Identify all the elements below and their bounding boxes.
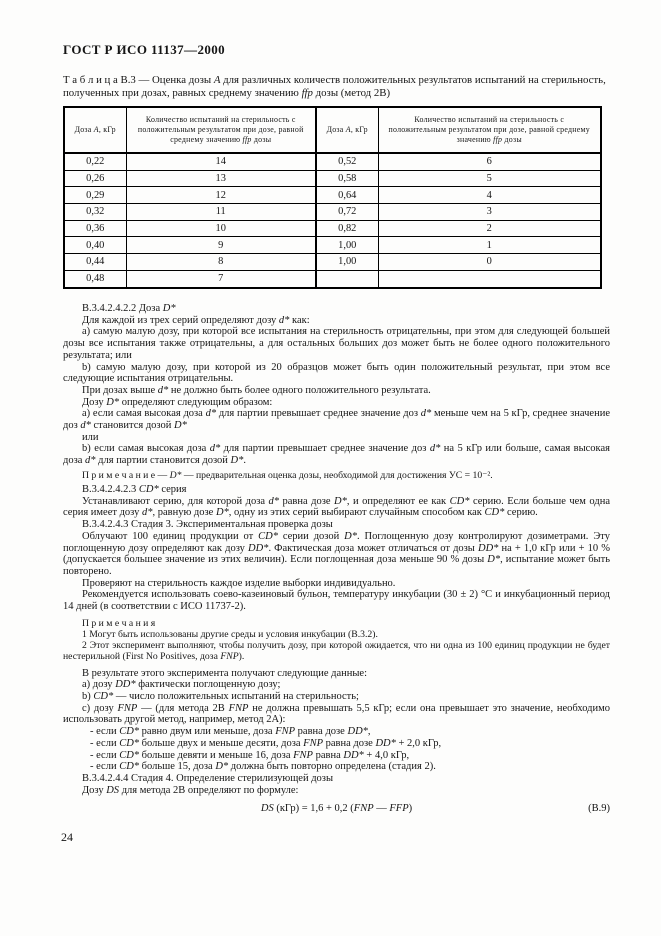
table-cell: 0,82	[316, 220, 378, 237]
paragraph: Дозу DS для метода 2В определяют по формуле:	[82, 784, 299, 796]
table-cell: 0,36	[64, 220, 126, 237]
table-cell	[316, 270, 378, 287]
table-caption: Т а б л и ц а В.3 — Оценка дозы A для различных количеств положительных результатов испытаний на стерильность, полученных при дозах, равных среднему значению ffp дозы (метод 2В)	[63, 74, 606, 100]
paragraph: Рекомендуется использовать соево-казеиновый бульон, температуру инкубации (30 ± 2) °С и инкубационный период 14 дней (в соответствии с ИСО 11737-2).	[63, 589, 610, 613]
table-cell	[378, 270, 601, 287]
paragraph: В результате этого эксперимента получают следующие данные:	[82, 667, 368, 679]
table-cell: 0,58	[316, 170, 378, 187]
table-cell: 1,00	[316, 254, 378, 271]
paragraph: В.3.4.2.4.2.2 Доза D*	[82, 303, 176, 314]
paragraph: При дозах выше d* не должно быть более одного положительного результата.	[82, 384, 431, 396]
table-row	[64, 170, 601, 187]
formula-number: (В.9)	[588, 803, 610, 815]
paragraph: В.3.4.2.4.3 Стадия 3. Экспериментальная проверка дозы	[82, 519, 333, 531]
standard-title: ГОСТ Р ИСО 11137—2000	[63, 42, 226, 57]
dose-table-head	[64, 107, 601, 153]
paragraph: - если CD* больше двух и меньше десяти, доза FNP равна дозе DD* + 2,0 кГр,	[90, 737, 442, 749]
table-cell: 4	[378, 187, 601, 204]
table-cell: 14	[126, 153, 316, 170]
paragraph: П р и м е ч а н и е — D* — предварительная оценка дозы, необходимой для достижения УС = 10⁻².	[82, 469, 493, 481]
paragraph: В.3.4.2.4.2.3 CD* серия	[82, 484, 187, 496]
table-cell: 10	[126, 220, 316, 237]
col-header-count-right: Количество испытаний на стерильность с положительным результатом при дозе, равной среднему значению ffp дозы	[378, 107, 601, 153]
table-cell: 5	[378, 170, 601, 187]
paragraph: Облучают 100 единиц продукции от CD* серии дозой D*. Поглощенную дозу контролируют дозиметрами. Эту поглощенную дозу определяют как дозу DD*. Фактическая доза может отличаться от дозы DD* на + 1,0 кГр или + 10 % (допускается большее значение из этих величин). Если поглощенная доза меньше 90 % дозы D*, испытание может быть повторено.	[63, 530, 611, 577]
paragraph: - если CD* равно двум или меньше, доза FNP равна дозе DD*,	[90, 726, 371, 738]
paragraph: Дозу D* определяют следующим образом:	[82, 396, 273, 408]
table-cell: 0,52	[316, 153, 378, 170]
paragraph: b) CD* — число положительных испытаний на стерильность;	[82, 691, 359, 702]
table-cell: 0,22	[64, 153, 126, 170]
table-row	[64, 220, 601, 237]
document-body	[63, 303, 610, 815]
col-header-dose-a-left: Доза A, кГр	[64, 107, 126, 153]
formula: DS (кГр) = 1,6 + 0,2 (FNP — FFP) (В.9)	[260, 803, 610, 815]
paragraph: a) дозу DD* фактически поглощенную дозу;	[82, 679, 281, 691]
table-cell: 0,40	[64, 237, 126, 254]
dose-table-body	[64, 153, 601, 288]
paragraph: или	[82, 431, 99, 443]
table-cell: 0,48	[64, 270, 126, 287]
table-cell: 0,64	[316, 187, 378, 204]
paragraph: Для каждой из трех серий определяют дозу d* как:	[82, 314, 310, 326]
paragraph: - если CD* больше девяти и меньше 16, доза FNP равна DD* + 4,0 кГр,	[90, 749, 410, 761]
col-header-dose-a-right: Доза A, кГр	[316, 107, 378, 153]
paragraph: П р и м е ч а н и я	[82, 617, 156, 629]
table-cell: 1,00	[316, 237, 378, 254]
table-cell: 7	[126, 270, 316, 287]
paragraph: В.3.4.2.4.4 Стадия 4. Определение стерилизующей дозы	[82, 772, 334, 784]
paragraph: 2 Этот эксперимент выполняют, чтобы получить дозу, при которой ожидается, что ни одна из 100 единиц продукции не будет нестерильной (First No Positives, доза FNP).	[63, 640, 610, 663]
table-cell: 8	[126, 254, 316, 271]
table-row	[64, 270, 601, 287]
table-row	[64, 237, 601, 254]
paragraph: b) самую малую дозу, при которой из 20 образцов может быть один положительный результат, при этом все следующие испытания отрицательны.	[63, 361, 610, 385]
table-header-row	[64, 107, 601, 153]
table-row	[64, 187, 601, 204]
table-cell: 6	[378, 153, 601, 170]
table-cell: 0,44	[64, 254, 126, 271]
table-row	[64, 204, 601, 221]
table-cell: 3	[378, 204, 601, 221]
table-cell: 0,32	[64, 204, 126, 221]
paragraph: Проверяют на стерильность каждое изделие выборки индивидуально.	[82, 577, 396, 589]
table-cell: 0,26	[64, 170, 126, 187]
paragraph: Устанавливают серию, для которой доза d* равна дозе D*, и определяют ее как CD* серию. Если больше чем одна серия имеет дозу d*, равную дозе D*, одну из этих серий выбирают случайным способом как CD* серию.	[63, 495, 611, 519]
page-number: 24	[61, 830, 73, 844]
table-cell: 0,72	[316, 204, 378, 221]
table-cell: 11	[126, 204, 316, 221]
paragraph: b) если самая высокая доза d* для партии превышает среднее значение доз d* на 5 кГр или больше, самая высокая доза d* для партии становится дозой D*.	[63, 443, 610, 467]
paragraph: а) самую малую дозу, при которой все испытания на стерильность отрицательны, при этом для следующей большей дозы все испытания также отрицательны, а для остальных больших доз может быть не более одного положительного результата; или	[63, 326, 610, 361]
dose-table	[63, 106, 602, 289]
paragraph: а) если самая высокая доза d* для партии превышает среднее значение доз d* меньше чем на 5 кГр, среднее значение доз d* становится дозой D*	[63, 408, 610, 432]
table-cell: 9	[126, 237, 316, 254]
table-row	[64, 153, 601, 170]
paragraph: c) дозу FNP — (для метода 2В FNP не должна превышать 5,5 кГр; если она превышает это значение, необходимо использовать другой метод, например, метод 2А):	[63, 702, 610, 726]
table-cell: 0,29	[64, 187, 126, 204]
table-cell: 1	[378, 237, 601, 254]
paragraph: 1 Могут быть использованы другие среды и условия инкубации (В.3.2).	[82, 628, 378, 640]
table-cell: 2	[378, 220, 601, 237]
table-cell: 0	[378, 254, 601, 271]
paragraph: - если CD* больше 15, доза D* должна быть повторно определена (стадия 2).	[90, 761, 436, 773]
col-header-count-left: Количество испытаний на стерильность с положительным результатом при дозе, равной среднему значению ffp дозы	[126, 107, 316, 153]
table-cell: 13	[126, 170, 316, 187]
table-row	[64, 254, 601, 271]
table-cell: 12	[126, 187, 316, 204]
